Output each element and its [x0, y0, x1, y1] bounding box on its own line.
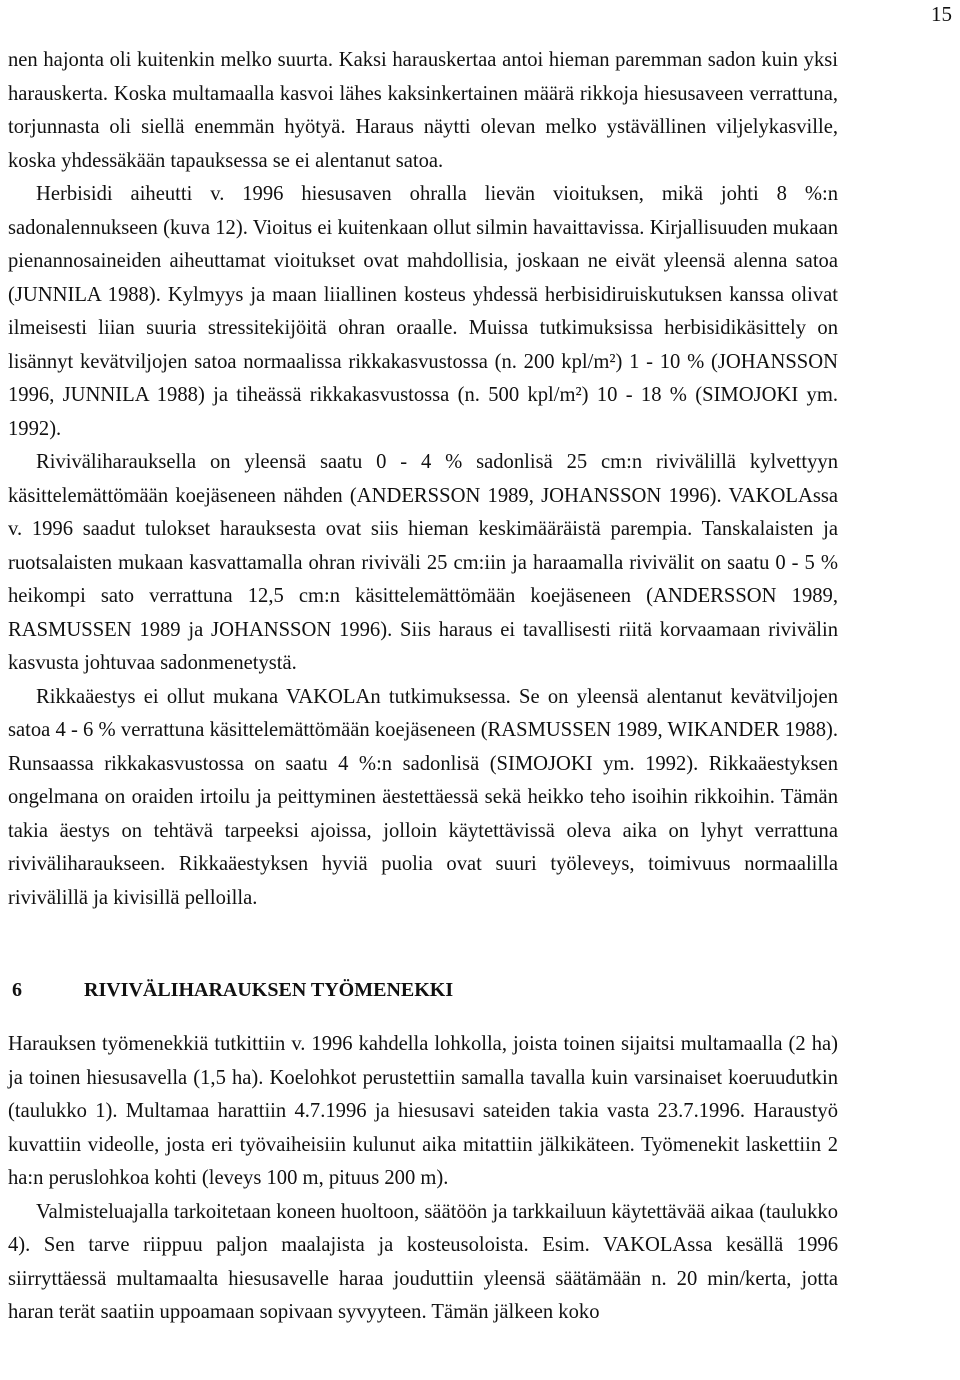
section-number: 6 [12, 979, 22, 1001]
paragraph-weed-harrowing: Rikkaäestys ei ollut mukana VAKOLAn tutkimuksessa. Se on yleensä alentanut kevätviljojen satoa 4 - 6 % verrattuna käsittelemättömään koejäseneen (RASMUSSEN 1989, WIKANDER 1988). Runsaassa rikkakasvustossa on saatu 4 %:n sadonlisä (SIMOJOKI ym. 1992). Rikkaäestyksen ongelmana on oraiden irtoilu ja peittyminen äestettäessä sekä heikko teho isoihin rikkoihin. Tämän takia äestys on tehtävä tarpeeksi ajoissa, jolloin käytettävissä oleva aika on lyhyt verrattuna riviväliharaukseen. Rikkaäestyksen hyviä puolia ovat suuri työleveys, toimivuus normaalilla rivivälillä ja kivisillä pelloilla. [8, 685, 838, 909]
paragraph-intro: nen hajonta oli kuitenkin melko suurta. Kaksi harauskertaa antoi hieman paremman sadon kuin yksi harauskerta. Koska multamaalla kasvoi lähes kaksinkertainen määrä rikkoja hiesusaveen verrattuna, torjunnasta oli siellä enemmän hyötyä. Haraus näytti olevan melko ystävällinen viljelykasville, koska yhdessäkään tapauksessa se ei alentanut satoa. [8, 49, 838, 172]
paragraph-work-requirement: Harauksen työmenekkiä tutkittiin v. 1996 kahdella lohkolla, joista toinen sijaitsi multamaalla (2 ha) ja toinen hiesusavella (1,5 ha). Koelohkot perustettiin samalla tavalla kuin varsinaiset koeruudutkin (taulukko 1). Multamaa harattiin 4.7.1996 ja hiesusavi sateiden takia vasta 23.7.1996. Haraustyö kuvattiin videolle, josta eri työvaiheisiin kulunut aika mitattiin jälkikäteen. Työmenekit laskettiin 2 ha:n peruslohkoa kohti (leveys 100 m, pituus 200 m). [8, 1033, 838, 1189]
page-number: 15 [931, 2, 952, 26]
document-body [8, 44, 838, 1330]
section-heading [8, 973, 838, 1007]
section-title: RIVIVÄLIHARAUKSEN TYÖMENEKKI [84, 979, 454, 1001]
paragraph-herbicide: Herbisidi aiheutti v. 1996 hiesusaven ohralla lievän vioituksen, mikä johti 8 %:n sadonalennukseen (kuva 12). Vioitus ei kuitenkaan ollut silmin havaittavissa. Kirjallisuuden mukaan pienannosaineiden aiheuttamat vioitukset ovat mahdollisia, joskaan ne eivät yleensä alenna satoa (JUNNILA 1988). Kylmyys ja maan liiallinen kosteus yhdessä herbisidiruiskutuksen kanssa olivat ilmeisesti liian suuria stressitekijöitä ohran oraalle. Muissa tutkimuksissa herbisidikäsittely on lisännyt kevätviljojen satoa normaalissa rikkakasvustossa (n. 200 kpl/m²) 1 - 10 % (JOHANSSON 1996, JUNNILA 1988) ja tiheässä rikkakasvustossa (n. 500 kpl/m²) 10 - 18 % (SIMOJOKI ym. 1992). [8, 183, 838, 440]
paragraph-preparation-time: Valmisteluajalla tarkoitetaan koneen huoltoon, säätöön ja tarkkailuun käytettävää aikaa (taulukko 4). Sen tarve riippuu paljon maalajista ja kosteusoloista. Esim. VAKOLAssa kesällä 1996 siirryttäessä multamaalta hiesusavelle haraa jouduttiin yleensä säätämään n. 20 min/kerta, jotta haran terät saatiin uppoamaan sopivaan syvyyteen. Tämän jälkeen koko [8, 1200, 838, 1323]
paragraph-row-harrowing: Riviväliharauksella on yleensä saatu 0 - 4 % sadonlisä 25 cm:n rivivälillä kylvettyyn käsittelemättömään koejäseneen nähden (ANDERSSON 1989, JOHANSSON 1996). VAKOLAssa v. 1996 saadut tulokset harauksesta ovat siis hieman keskimääräistä parempia. Tanskalaisten ja ruotsalaisten mukaan kasvattamalla ohran riviväli 25 cm:iin ja haraamalla rivivälit on saatu 0 - 5 % heikompi sato verrattuna 12,5 cm:n käsittelemättömään koejäseneen (ANDERSSON 1989, RASMUSSEN 1989 ja JOHANSSON 1996). Siis haraus ei tavallisesti riitä korvaamaan rivivälin kasvusta johtuvaa sadonmenetystä. [8, 451, 838, 674]
